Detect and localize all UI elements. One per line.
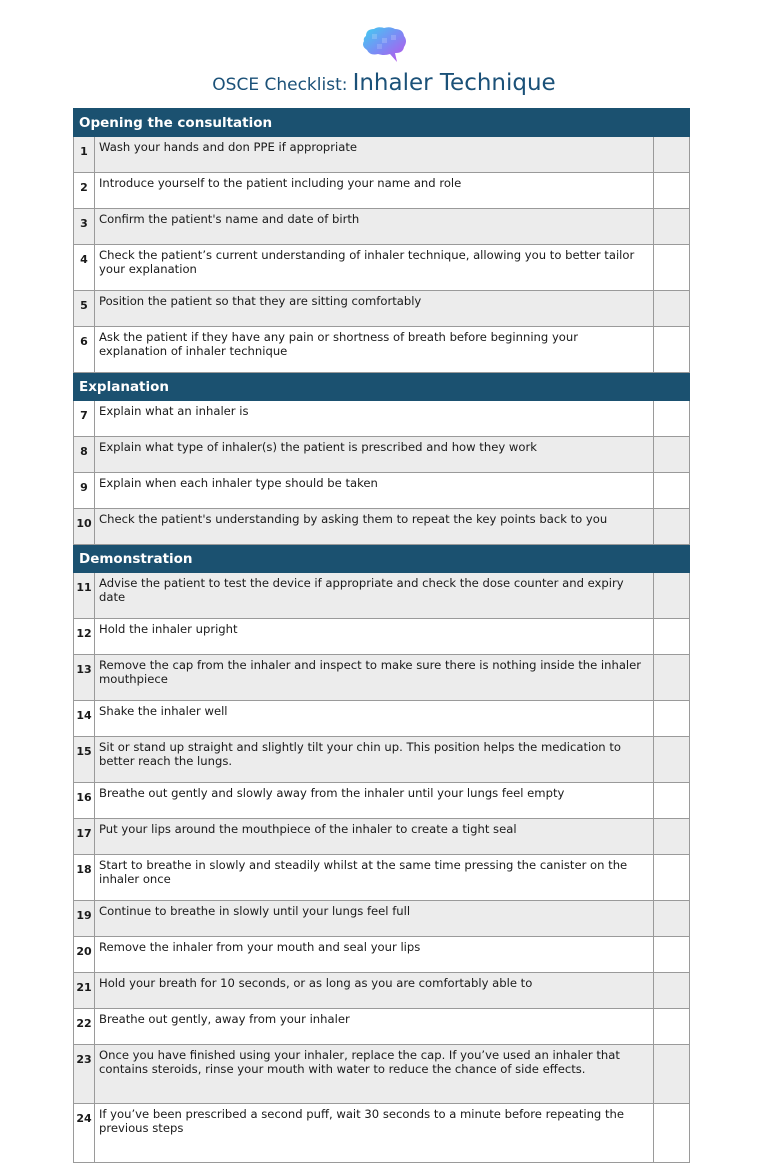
- checkbox-cell[interactable]: [653, 327, 689, 373]
- item-text: Check the patient's understanding by asking them to repeat the key points back to you: [95, 509, 654, 545]
- item-text: Confirm the patient's name and date of birth: [95, 209, 654, 245]
- checklist-row: [74, 209, 690, 245]
- item-number: 7: [74, 401, 95, 437]
- checklist-row: [74, 701, 690, 737]
- item-text: If you’ve been prescribed a second puff, wait 30 seconds to a minute before repeating the previous steps: [95, 1104, 654, 1163]
- checklist-table: [73, 108, 690, 1163]
- item-text: Wash your hands and don PPE if appropriate: [95, 137, 654, 173]
- item-text: Start to breathe in slowly and steadily whilst at the same time pressing the canister on the inhaler once: [95, 855, 654, 901]
- item-text: Explain what type of inhaler(s) the patient is prescribed and how they work: [95, 437, 654, 473]
- checklist-row: [74, 655, 690, 701]
- item-number: 6: [74, 327, 95, 373]
- item-number: 3: [74, 209, 95, 245]
- item-number: 19: [74, 901, 95, 937]
- item-number: 5: [74, 291, 95, 327]
- checklist-row: [74, 855, 690, 901]
- item-number: 22: [74, 1009, 95, 1045]
- brain-icon: [360, 26, 408, 64]
- checklist-row: [74, 819, 690, 855]
- checklist-body: [74, 109, 690, 1163]
- title-prefix: OSCE Checklist:: [212, 75, 348, 95]
- checkbox-cell[interactable]: [653, 509, 689, 545]
- section-header: [74, 373, 690, 401]
- checkbox-cell[interactable]: [653, 937, 689, 973]
- item-number: 13: [74, 655, 95, 701]
- checkbox-cell[interactable]: [653, 137, 689, 173]
- checkbox-cell[interactable]: [653, 973, 689, 1009]
- checklist-row: [74, 327, 690, 373]
- checkbox-cell[interactable]: [653, 173, 689, 209]
- checkbox-cell[interactable]: [653, 855, 689, 901]
- checklist-row: [74, 1009, 690, 1045]
- checkbox-cell[interactable]: [653, 1045, 689, 1104]
- checkbox-cell[interactable]: [653, 655, 689, 701]
- checkbox-cell[interactable]: [653, 619, 689, 655]
- section-title: Demonstration: [74, 545, 690, 573]
- item-text: Ask the patient if they have any pain or shortness of breath before beginning your explanation of inhaler technique: [95, 327, 654, 373]
- item-text: Breathe out gently and slowly away from the inhaler until your lungs feel empty: [95, 783, 654, 819]
- checklist-row: [74, 401, 690, 437]
- checkbox-cell[interactable]: [653, 473, 689, 509]
- section-title: Opening the consultation: [74, 109, 690, 137]
- item-text: Continue to breathe in slowly until your lungs feel full: [95, 901, 654, 937]
- checkbox-cell[interactable]: [653, 1104, 689, 1163]
- item-number: 23: [74, 1045, 95, 1104]
- page-title: [0, 70, 768, 96]
- item-text: Shake the inhaler well: [95, 701, 654, 737]
- item-number: 21: [74, 973, 95, 1009]
- item-number: 20: [74, 937, 95, 973]
- item-number: 4: [74, 245, 95, 291]
- item-number: 1: [74, 137, 95, 173]
- checkbox-cell[interactable]: [653, 783, 689, 819]
- item-number: 18: [74, 855, 95, 901]
- checkbox-cell[interactable]: [653, 819, 689, 855]
- checklist-row: [74, 291, 690, 327]
- checklist-row: [74, 937, 690, 973]
- checklist-row: [74, 901, 690, 937]
- item-text: Breathe out gently, away from your inhaler: [95, 1009, 654, 1045]
- item-number: 14: [74, 701, 95, 737]
- title-main: Inhaler Technique: [352, 70, 556, 96]
- item-text: Once you have finished using your inhaler, replace the cap. If you’ve used an inhaler that contains steroids, rinse your mouth with water to reduce the chance of side effects.: [95, 1045, 654, 1104]
- item-number: 8: [74, 437, 95, 473]
- item-number: 10: [74, 509, 95, 545]
- item-number: 17: [74, 819, 95, 855]
- checkbox-cell[interactable]: [653, 573, 689, 619]
- checklist-row: [74, 737, 690, 783]
- checkbox-cell[interactable]: [653, 291, 689, 327]
- checkbox-cell[interactable]: [653, 701, 689, 737]
- checklist-row: [74, 619, 690, 655]
- section-title: Explanation: [74, 373, 690, 401]
- item-text: Check the patient’s current understanding of inhaler technique, allowing you to better tailor your explanation: [95, 245, 654, 291]
- item-text: Position the patient so that they are sitting comfortably: [95, 291, 654, 327]
- item-number: 16: [74, 783, 95, 819]
- checkbox-cell[interactable]: [653, 901, 689, 937]
- checkbox-cell[interactable]: [653, 245, 689, 291]
- item-text: Remove the cap from the inhaler and inspect to make sure there is nothing inside the inhaler mouthpiece: [95, 655, 654, 701]
- section-header: [74, 545, 690, 573]
- checklist-row: [74, 173, 690, 209]
- item-text: Put your lips around the mouthpiece of the inhaler to create a tight seal: [95, 819, 654, 855]
- item-text: Hold your breath for 10 seconds, or as long as you are comfortably able to: [95, 973, 654, 1009]
- item-text: Hold the inhaler upright: [95, 619, 654, 655]
- item-text: Remove the inhaler from your mouth and seal your lips: [95, 937, 654, 973]
- checkbox-cell[interactable]: [653, 437, 689, 473]
- checklist-row: [74, 573, 690, 619]
- checklist-row: [74, 1104, 690, 1163]
- checkbox-cell[interactable]: [653, 401, 689, 437]
- checklist-row: [74, 437, 690, 473]
- item-text: Advise the patient to test the device if appropriate and check the dose counter and expiry date: [95, 573, 654, 619]
- item-text: Explain what an inhaler is: [95, 401, 654, 437]
- checkbox-cell[interactable]: [653, 1009, 689, 1045]
- checklist-row: [74, 1045, 690, 1104]
- item-number: 11: [74, 573, 95, 619]
- item-text: Explain when each inhaler type should be taken: [95, 473, 654, 509]
- item-text: Introduce yourself to the patient including your name and role: [95, 173, 654, 209]
- section-header: [74, 109, 690, 137]
- checklist-row: [74, 783, 690, 819]
- checklist-row: [74, 473, 690, 509]
- item-number: 2: [74, 173, 95, 209]
- item-text: Sit or stand up straight and slightly tilt your chin up. This position helps the medication to better reach the lungs.: [95, 737, 654, 783]
- checklist-row: [74, 245, 690, 291]
- checklist-row: [74, 509, 690, 545]
- checkbox-cell[interactable]: [653, 209, 689, 245]
- checklist-row: [74, 137, 690, 173]
- checklist-row: [74, 973, 690, 1009]
- item-number: 24: [74, 1104, 95, 1163]
- checkbox-cell[interactable]: [653, 737, 689, 783]
- item-number: 9: [74, 473, 95, 509]
- item-number: 15: [74, 737, 95, 783]
- item-number: 12: [74, 619, 95, 655]
